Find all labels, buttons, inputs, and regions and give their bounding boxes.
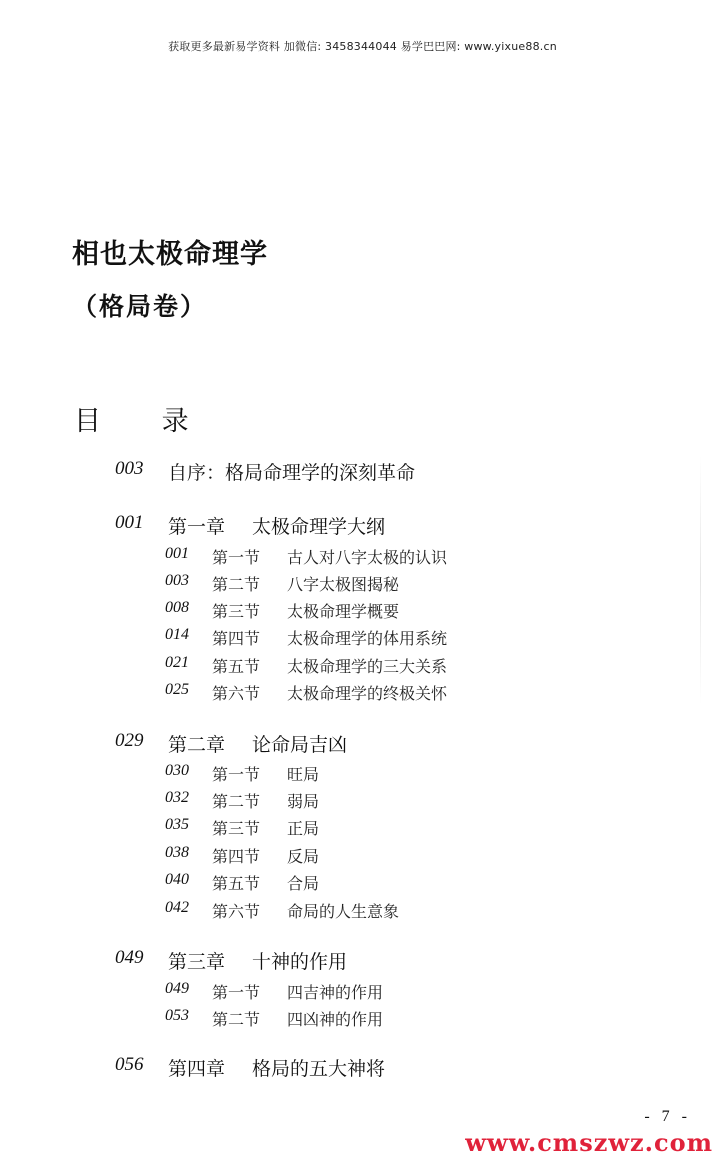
toc-section-label: 第五节 [212,657,261,676]
toc-chapter-title: 太极命理学大纲 [252,516,386,538]
toc-entry-title: 自序：格局命理学的深刻革命 [168,462,416,484]
toc-section-title: 太极命理学概要 [287,602,400,621]
toc-chapter-title: 十神的作用 [252,951,348,973]
toc-chapter-label: 第三章 [168,951,226,973]
toc-page-number: 029 [115,730,144,751]
toc-section-title: 八字太极图揭秘 [287,575,400,594]
toc-section-label: 第三节 [212,602,261,621]
book-title: 相也太极命理学 [72,239,268,270]
toc-section-label: 第二节 [212,792,261,811]
toc-section-label: 第四节 [212,629,261,648]
toc-section-title: 旺局 [287,765,320,784]
toc-section-title: 正局 [287,819,320,838]
toc-section-label: 第二节 [212,575,261,594]
toc-chapter-label: 第四章 [168,1058,226,1080]
toc-chapter-label: 第一章 [168,516,226,538]
toc-heading: 目 录 [74,406,215,437]
toc-section-title: 命局的人生意象 [287,902,400,921]
toc-chapter-title: 论命局吉凶 [252,734,348,756]
toc-section-label: 第五节 [212,874,261,893]
toc-page-number: 001 [165,545,189,562]
toc-page-number: 056 [115,1054,144,1075]
toc-section-label: 第一节 [212,548,261,567]
toc-page-number: 001 [115,512,144,533]
toc-section-label: 第二节 [212,1010,261,1029]
toc-section-title: 合局 [287,874,320,893]
toc-page-number: 042 [165,899,189,916]
toc-page-number: 038 [165,844,189,861]
toc-page-number: 030 [165,762,189,779]
toc-page-number: 053 [165,1007,189,1024]
toc-page-number: 032 [165,789,189,806]
toc-section-label: 第六节 [212,684,261,703]
toc-section-title: 太极命理学的体用系统 [287,629,448,648]
toc-page-number: 035 [165,816,189,833]
toc-page-number: 025 [165,681,189,698]
toc-section-title: 反局 [287,847,320,866]
page-header-notice: 获取更多最新易学资料 加微信: 3458344044 易学巴巴网: www.yixue88.cn [168,40,557,53]
toc-section-label: 第三节 [212,819,261,838]
toc-section-label: 第一节 [212,983,261,1002]
toc-page-number: 049 [115,947,144,968]
toc-section-title: 太极命理学的终极关怀 [287,684,448,703]
toc-section-title: 太极命理学的三大关系 [287,657,448,676]
toc-page-number: 021 [165,654,189,671]
toc-chapter-title: 格局的五大神将 [252,1058,386,1080]
toc-page-number: 040 [165,871,189,888]
toc-section-label: 第一节 [212,765,261,784]
scan-artifact-line [700,455,701,705]
page-number: - 7 - [644,1108,691,1125]
toc-page-number: 049 [165,980,189,997]
toc-section-label: 第四节 [212,847,261,866]
toc-chapter-label: 第二章 [168,734,226,756]
toc-section-title: 四吉神的作用 [287,983,384,1002]
toc-page-number: 003 [115,458,144,479]
site-watermark[interactable]: www.cmszwz.com [465,1128,713,1157]
toc-section-title: 古人对八字太极的认识 [287,548,448,567]
toc-section-label: 第六节 [212,902,261,921]
toc-page-number: 008 [165,599,189,616]
book-subtitle: （格局卷） [72,292,208,321]
toc-section-title: 弱局 [287,792,320,811]
toc-section-title: 四凶神的作用 [287,1010,384,1029]
toc-page-number: 014 [165,626,189,643]
toc-page-number: 003 [165,572,189,589]
